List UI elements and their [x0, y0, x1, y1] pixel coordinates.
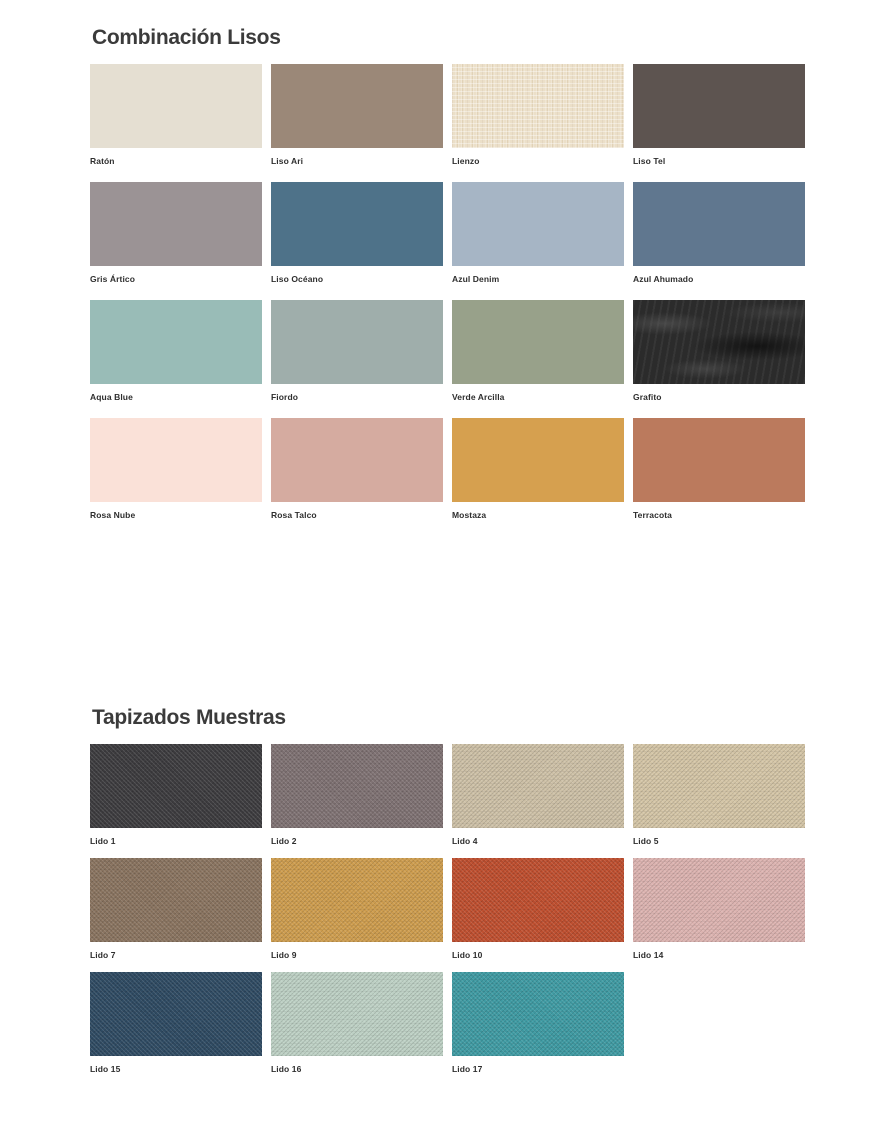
swatch-color-lido-15: [90, 972, 262, 1056]
swatch-lienzo: [452, 64, 624, 166]
swatch-label: Lido 2: [271, 836, 297, 846]
swatch-label: Terracota: [633, 510, 673, 520]
swatch-lido-5: [633, 744, 805, 846]
swatch-color-lido-16: [271, 972, 443, 1056]
swatch-color-fiordo: [271, 300, 443, 384]
swatch-color-gris-artico: [90, 182, 262, 266]
swatch-liso-tel: [633, 64, 805, 166]
swatch-rosa-talco: [271, 418, 443, 520]
swatch-gris-artico: [90, 182, 262, 284]
swatch-color-lido-2: [271, 744, 443, 828]
swatch-label: Fiordo: [271, 392, 299, 402]
swatch-terracota: [633, 418, 805, 520]
swatch-label: Azul Denim: [452, 274, 500, 284]
swatch-color-lido-1: [90, 744, 262, 828]
swatch-color-raton: [90, 64, 262, 148]
swatch-label: Grafito: [633, 392, 662, 402]
swatch-label: Liso Tel: [633, 156, 666, 166]
swatch-lido-9: [271, 858, 443, 960]
swatch-color-azul-denim: [452, 182, 624, 266]
swatch-raton: [90, 64, 262, 166]
swatch-label: Ratón: [90, 156, 115, 166]
tapizados-swatch-grid: [90, 744, 805, 1074]
swatch-color-liso-ari: [271, 64, 443, 148]
swatch-lido-14: [633, 858, 805, 960]
swatch-label: Azul Ahumado: [633, 274, 694, 284]
swatch-label: Aqua Blue: [90, 392, 133, 402]
section-title-lisos: Combinación Lisos: [92, 26, 281, 49]
swatch-lido-17: [452, 972, 624, 1074]
swatch-color-rosa-talco: [271, 418, 443, 502]
swatch-rosa-nube: [90, 418, 262, 520]
swatch-color-terracota: [633, 418, 805, 502]
swatch-color-mostaza: [452, 418, 624, 502]
swatch-label: Gris Ártico: [90, 274, 136, 284]
swatch-color-grafito: [633, 300, 805, 384]
swatch-color-rosa-nube: [90, 418, 262, 502]
swatch-lido-1: [90, 744, 262, 846]
swatch-color-azul-ahumado: [633, 182, 805, 266]
swatch-label: Lido 10: [452, 950, 483, 960]
section-spacer: [90, 520, 870, 706]
swatch-label: Lido 7: [90, 950, 116, 960]
swatch-label: Mostaza: [452, 510, 487, 520]
swatch-label: Lido 15: [90, 1064, 121, 1074]
swatch-label: Verde Arcilla: [452, 392, 505, 402]
swatch-lido-10: [452, 858, 624, 960]
swatch-color-lido-5: [633, 744, 805, 828]
swatch-label: Rosa Talco: [271, 510, 317, 520]
swatch-grafito: [633, 300, 805, 402]
swatch-color-lienzo: [452, 64, 624, 148]
swatch-lido-7: [90, 858, 262, 960]
swatch-label: Liso Ari: [271, 156, 304, 166]
swatch-label: Lido 17: [452, 1064, 483, 1074]
swatch-azul-denim: [452, 182, 624, 284]
swatch-azul-ahumado: [633, 182, 805, 284]
swatch-color-lido-14: [633, 858, 805, 942]
swatch-lido-4: [452, 744, 624, 846]
swatch-label: Rosa Nube: [90, 510, 136, 520]
swatch-label: Liso Océano: [271, 274, 324, 284]
swatch-label: Lido 9: [271, 950, 297, 960]
swatch-lido-2: [271, 744, 443, 846]
swatch-label: Lido 5: [633, 836, 659, 846]
swatch-verde-arcilla: [452, 300, 624, 402]
swatch-color-verde-arcilla: [452, 300, 624, 384]
swatch-color-lido-9: [271, 858, 443, 942]
swatch-lido-15: [90, 972, 262, 1074]
swatch-lido-16: [271, 972, 443, 1074]
swatch-color-liso-tel: [633, 64, 805, 148]
swatch-liso-oceano: [271, 182, 443, 284]
swatch-color-aqua-blue: [90, 300, 262, 384]
swatch-color-lido-4: [452, 744, 624, 828]
swatch-color-lido-17: [452, 972, 624, 1056]
swatch-aqua-blue: [90, 300, 262, 402]
swatch-label: Lido 1: [90, 836, 116, 846]
lisos-swatch-grid: [90, 64, 805, 520]
swatch-color-lido-10: [452, 858, 624, 942]
swatch-liso-ari: [271, 64, 443, 166]
swatch-label: Lienzo: [452, 156, 480, 166]
swatch-label: Lido 4: [452, 836, 478, 846]
swatch-fiordo: [271, 300, 443, 402]
section-title-tapizados: Tapizados Muestras: [92, 706, 286, 729]
swatch-label: Lido 14: [633, 950, 664, 960]
swatch-color-liso-oceano: [271, 182, 443, 266]
swatch-mostaza: [452, 418, 624, 520]
swatch-label: Lido 16: [271, 1064, 302, 1074]
swatch-color-lido-7: [90, 858, 262, 942]
